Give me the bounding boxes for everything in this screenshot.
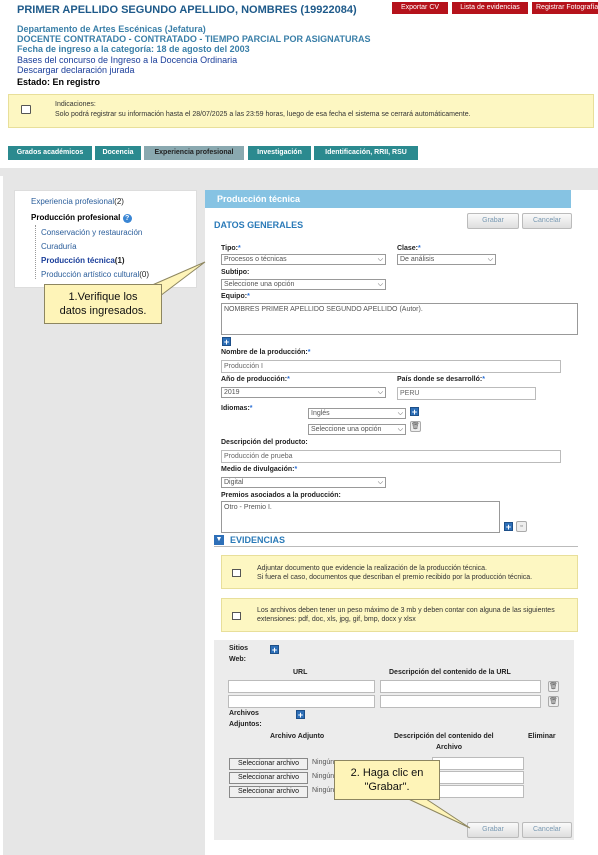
no-file-text: Ningún xyxy=(312,787,335,794)
save-button-top[interactable]: Grabar xyxy=(467,213,519,229)
archivo-header: Archivo Adjunto xyxy=(270,733,325,740)
medio-label: Medio de divulgación:* xyxy=(221,466,298,473)
pais-input[interactable]: PERU xyxy=(397,387,536,400)
document-icon[interactable]: ▫ xyxy=(516,521,527,532)
add-award-icon[interactable]: + xyxy=(505,522,512,532)
anio-label: Año de producción:* xyxy=(221,376,290,383)
anio-select[interactable]: 2019 ⌵ xyxy=(221,387,386,398)
note-1-line-1: Adjuntar documento que evidencie la realización de la producción técnica. xyxy=(257,565,487,572)
medio-select[interactable]: Digital ⌵ xyxy=(221,477,386,488)
archivo-desc-header-1: Descripción del contenido del xyxy=(394,733,494,740)
tab-grados[interactable]: Grados académicos xyxy=(8,146,92,160)
idioma-select-2[interactable]: Seleccione una opción ⌵ xyxy=(308,424,406,435)
note-1-line-2: Si fuera el caso, documentos que describan el premio recibido por la producción técnica. xyxy=(257,574,533,581)
tipo-label: Tipo:* xyxy=(221,245,241,252)
tree-item-tecnica[interactable]: Producción técnica(1) xyxy=(41,256,125,265)
save-button[interactable]: Grabar xyxy=(467,822,519,838)
subtipo-select[interactable]: Seleccione una opción ⌵ xyxy=(221,279,386,290)
evidencias-title: EVIDENCIAS xyxy=(230,535,286,545)
collapse-icon[interactable]: ▼ xyxy=(215,536,223,543)
tab-identificacion[interactable]: Identificación, RRII, RSU xyxy=(314,146,418,160)
descripcion-input[interactable]: Producción de prueba xyxy=(221,450,561,463)
url-desc-header: Descripción del contenido de la URL xyxy=(389,669,511,676)
idiomas-label: Idiomas:* xyxy=(221,405,253,412)
callout-1-line-1: 1.Verifique los xyxy=(68,291,138,303)
callout-save xyxy=(334,760,440,800)
no-file-text: Ningún xyxy=(312,773,335,780)
tree-item-produccion[interactable]: Producción profesional ? xyxy=(31,213,132,223)
select-file-button-3[interactable]: Seleccionar archivo xyxy=(229,786,308,798)
note-2-line-1: Los archivos deben tener un peso máximo de 3 mb y deben contar con alguna de las siguientes xyxy=(257,607,555,614)
callout-2-line-2: "Grabar". xyxy=(364,781,410,793)
chevron-down-icon: ⌵ xyxy=(397,426,403,433)
no-file-text: Ningún xyxy=(312,759,335,766)
equipo-textarea[interactable]: NOMBRES PRIMER APELLIDO SEGUNDO APELLIDO (Autor). xyxy=(221,303,578,335)
subtipo-label: Subtipo: xyxy=(221,269,250,276)
chevron-down-icon: ⌵ xyxy=(377,389,383,396)
cancel-button[interactable]: Cancelar xyxy=(522,822,572,838)
status-text: Estado: En registro xyxy=(17,77,101,87)
tree-item-experiencia[interactable]: Experiencia profesional(2) xyxy=(31,197,124,206)
callout-1-line-2: datos ingresados. xyxy=(59,305,147,317)
export-cv-button[interactable]: Exportar CV xyxy=(392,2,448,14)
bases-link[interactable]: Bases del concurso de Ingreso a la Docencia Ordinaria xyxy=(17,55,238,65)
notice-title: Indicaciones: xyxy=(55,101,96,108)
sitios-label: Sitios xyxy=(229,645,249,652)
tab-investigacion[interactable]: Investigación xyxy=(248,146,311,160)
entry-date-text: Fecha de ingreso a la categoría: 18 de agosto del 2003 xyxy=(17,44,250,54)
eliminar-header: Eliminar xyxy=(528,733,556,740)
chevron-down-icon: ⌵ xyxy=(397,410,403,417)
help-icon[interactable]: ? xyxy=(123,214,132,223)
chevron-down-icon: ⌵ xyxy=(377,479,383,486)
adjuntos-label: Adjuntos: xyxy=(229,721,262,728)
add-member-icon[interactable]: + xyxy=(223,337,230,347)
register-photo-button[interactable]: Registrar Fotografía xyxy=(532,2,598,14)
descripcion-label: Descripción del producto: xyxy=(221,439,308,446)
tab-docencia[interactable]: Docencia xyxy=(95,146,141,160)
premios-label: Premios asociados a la producción: xyxy=(221,492,341,499)
tipo-select[interactable]: Procesos o técnicas ⌵ xyxy=(221,254,386,265)
department-text: Departamento de Artes Escénicas (Jefatura) xyxy=(17,24,206,34)
tree-item-conservacion[interactable]: Conservación y restauración xyxy=(41,228,143,237)
trash-icon[interactable]: 🗑 xyxy=(549,683,558,690)
equipo-label: Equipo:* xyxy=(221,293,250,300)
callout-verify xyxy=(44,284,162,324)
notice-text: Solo podrá registrar su información hasta el 28/07/2025 a las 23:59 horas, luego de esa fecha el sistema se cerrará automáticamente. xyxy=(55,111,471,118)
chevron-down-icon: ⌵ xyxy=(377,256,383,263)
clase-label: Clase:* xyxy=(397,245,421,252)
tree-item-artistico[interactable]: Producción artístico cultural(0) xyxy=(41,270,150,279)
nombre-label: Nombre de la producción:* xyxy=(221,349,311,356)
select-file-button-2[interactable]: Seleccionar archivo xyxy=(229,772,308,784)
chevron-down-icon: ⌵ xyxy=(487,256,493,263)
trash-icon[interactable]: 🗑 xyxy=(411,423,420,430)
declaration-download-link[interactable]: Descargar declaración jurada xyxy=(17,65,135,75)
teacher-name: PRIMER APELLIDO SEGUNDO APELLIDO, NOMBRES (19922084) xyxy=(17,4,357,16)
select-file-button-1[interactable]: Seleccionar archivo xyxy=(229,758,308,770)
evidence-list-button[interactable]: Lista de evidencias xyxy=(452,2,528,14)
archivo-desc-header-2: Archivo xyxy=(436,744,463,751)
archivos-label: Archivos xyxy=(229,710,259,717)
tab-experiencia[interactable]: Experiencia profesional xyxy=(144,146,244,160)
url-header: URL xyxy=(293,669,308,676)
trash-icon[interactable]: 🗑 xyxy=(549,698,558,705)
note-2-line-2: extensiones: pdf, doc, xls, jpg, gif, bmp, docx y xlsx xyxy=(257,616,416,623)
datos-generales-title: DATOS GENERALES xyxy=(214,220,304,230)
chevron-down-icon: ⌵ xyxy=(377,281,383,288)
clase-select[interactable]: De análisis ⌵ xyxy=(397,254,496,265)
idioma-select-1[interactable]: Inglés ⌵ xyxy=(308,408,406,419)
category-text: DOCENTE CONTRATADO - CONTRATADO - TIEMPO PARCIAL POR ASIGNATURAS xyxy=(17,34,371,44)
add-language-icon[interactable]: + xyxy=(411,407,418,417)
add-site-icon[interactable]: + xyxy=(271,645,278,655)
nombre-input[interactable]: Producción I xyxy=(221,360,561,373)
callout-2-line-1: 2. Haga clic en xyxy=(350,767,424,779)
premios-textarea[interactable]: Otro - Premio I. xyxy=(221,501,500,533)
cancel-button-top[interactable]: Cancelar xyxy=(522,213,572,229)
add-file-icon[interactable]: + xyxy=(297,710,304,720)
tree-item-curaduria[interactable]: Curaduría xyxy=(41,242,77,251)
section-title: Producción técnica xyxy=(205,190,571,208)
web-label: Web: xyxy=(229,656,246,663)
pais-label: País donde se desarrolló:* xyxy=(397,376,485,383)
